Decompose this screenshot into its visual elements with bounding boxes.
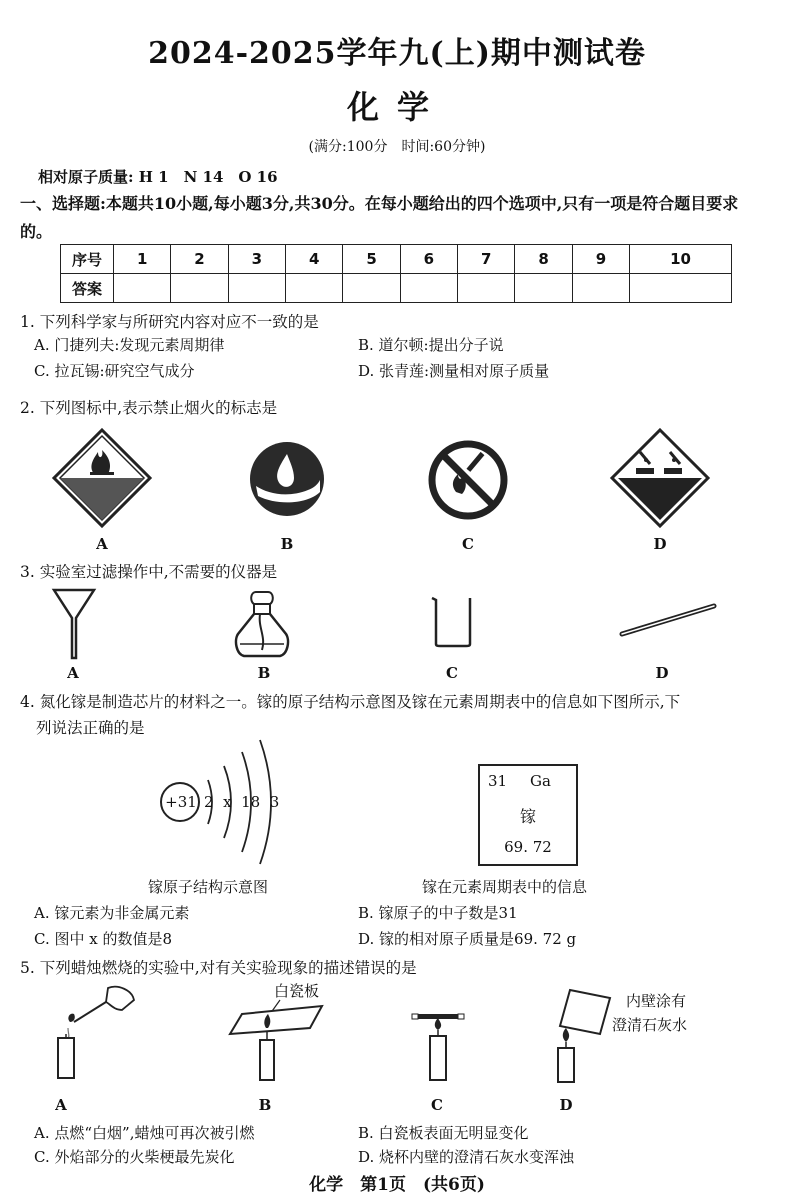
element-atomic-mass: 69. 72 [504, 838, 552, 856]
answer-table-number: 4 [286, 245, 343, 274]
q4-option-b: B. 镓原子的中子数是31 [358, 904, 518, 922]
answer-table-number: 9 [572, 245, 629, 274]
answer-cell[interactable] [572, 274, 629, 303]
answer-table-number: 10 [630, 245, 732, 274]
q3-label-c: C [446, 664, 458, 682]
answer-cell[interactable] [171, 274, 228, 303]
q5-label-d: D [559, 1096, 573, 1114]
q4-option-c: C. 图中 x 的数值是8 [34, 930, 173, 948]
answer-table-number: 3 [228, 245, 285, 274]
answer-cell[interactable] [458, 274, 515, 303]
q3-stem: 3. 实验室过滤操作中,不需要的仪器是 [20, 563, 278, 581]
answer-table-row1-label: 序号 [61, 245, 114, 274]
q5-label-a: A [55, 1096, 67, 1114]
answer-cell[interactable] [228, 274, 285, 303]
white-plate-label: 白瓷板 [274, 982, 320, 1000]
q1-option-b: B. 道尔顿:提出分子说 [358, 336, 504, 354]
answer-table-answer-row [61, 274, 732, 303]
q3-label-b: B [257, 664, 271, 682]
q5-option-a: A. 点燃“白烟”,蜡烛可再次被引燃 [34, 1124, 255, 1142]
q5-label-c: C [431, 1096, 443, 1114]
answer-cell[interactable] [400, 274, 457, 303]
candle-matchstick-illustration [408, 1000, 468, 1084]
q2-stem: 2. 下列图标中,表示禁止烟火的标志是 [20, 399, 278, 417]
q5-option-c: C. 外焰部分的火柴梗最先炭化 [34, 1148, 235, 1166]
answer-cell[interactable] [630, 274, 732, 303]
q4-option-d: D. 镓的相对原子质量是69. 72 g [358, 930, 577, 948]
q1-option-d: D. 张青莲:测量相对原子质量 [358, 362, 550, 380]
subject-title: 化学 [346, 88, 447, 126]
q1-stem: 1. 下列科学家与所研究内容对应不一致的是 [20, 313, 319, 331]
q5-option-b: B. 白瓷板表面无明显变化 [358, 1124, 529, 1142]
glass-rod-icon [618, 600, 718, 640]
candle-limewater-beaker-illustration [540, 984, 620, 1084]
funnel-icon [52, 588, 96, 660]
q2-label-c: C [462, 535, 474, 553]
q1-option-a: A. 门捷列夫:发现元素周期律 [34, 336, 225, 354]
atom-diagram-caption: 镓原子结构示意图 [148, 878, 269, 896]
corrosive-sign-icon [610, 428, 710, 528]
answer-cell[interactable] [286, 274, 343, 303]
exam-meta: (满分:100分 时间:60分钟) [308, 139, 486, 155]
atom-shell-electrons: 2 x 18 3 [204, 793, 280, 811]
element-cell-caption: 镓在元素周期表中的信息 [422, 878, 588, 896]
answer-table-number: 1 [114, 245, 171, 274]
page-footer: 化学 第1页 (共6页) [309, 1175, 485, 1195]
candle-white-smoke-illustration [48, 980, 138, 1080]
answer-table-number: 8 [515, 245, 572, 274]
q4-stem-line2: 列说法正确的是 [36, 719, 145, 737]
beaker-limewater-label-2: 澄清石灰水 [612, 1016, 688, 1034]
q2-label-a: A [96, 535, 108, 553]
flammable-sign-icon [52, 428, 152, 528]
water-saving-icon [248, 440, 326, 518]
alcohol-lamp-icon [232, 588, 292, 660]
answer-table-row2-label: 答案 [61, 274, 114, 303]
answer-table-number: 5 [343, 245, 400, 274]
element-symbol: Ga [530, 772, 551, 790]
q2-label-d: D [653, 535, 667, 553]
element-atomic-number: 31 [488, 772, 508, 790]
beaker-limewater-label-1: 内壁涂有 [626, 992, 687, 1010]
answer-table-number: 6 [400, 245, 457, 274]
q5-label-b: B [258, 1096, 272, 1114]
beaker-icon [430, 596, 474, 648]
answer-table-number: 2 [171, 245, 228, 274]
q3-label-d: D [655, 664, 669, 682]
answer-cell[interactable] [343, 274, 400, 303]
atomic-mass-info: 相对原子质量: H 1 N 14 O 16 [38, 168, 278, 186]
answer-table-number: 7 [458, 245, 515, 274]
q2-label-b: B [280, 535, 294, 553]
q1-option-c: C. 拉瓦锡:研究空气成分 [34, 362, 195, 380]
q4-option-a: A. 镓元素为非金属元素 [34, 904, 190, 922]
q3-label-a: A [67, 664, 79, 682]
answer-table-number-row [61, 245, 732, 274]
q5-option-d: D. 烧杯内壁的澄清石灰水变浑浊 [358, 1148, 575, 1166]
exam-title: 2024-2025学年九(上)期中测试卷 [148, 36, 646, 71]
q4-stem-line1: 4. 氮化镓是制造芯片的材料之一。镓的原子结构示意图及镓在元素周期表中的信息如下图所示,下 [20, 693, 681, 711]
element-name: 镓 [519, 807, 536, 826]
section1-heading: 一、选择题:本题共10小题,每小题3分,共30分。在每小题给出的四个选项中,只有一项是符合题目要求的。 [20, 194, 739, 241]
answer-table [60, 244, 732, 303]
candle-white-plate-illustration [226, 1000, 326, 1084]
answer-cell[interactable] [515, 274, 572, 303]
answer-cell[interactable] [114, 274, 171, 303]
q5-stem: 5. 下列蜡烛燃烧的实验中,对有关实验现象的描述错误的是 [20, 959, 417, 977]
atom-nucleus-charge: +31 [165, 793, 197, 811]
no-fire-icon [428, 440, 508, 520]
